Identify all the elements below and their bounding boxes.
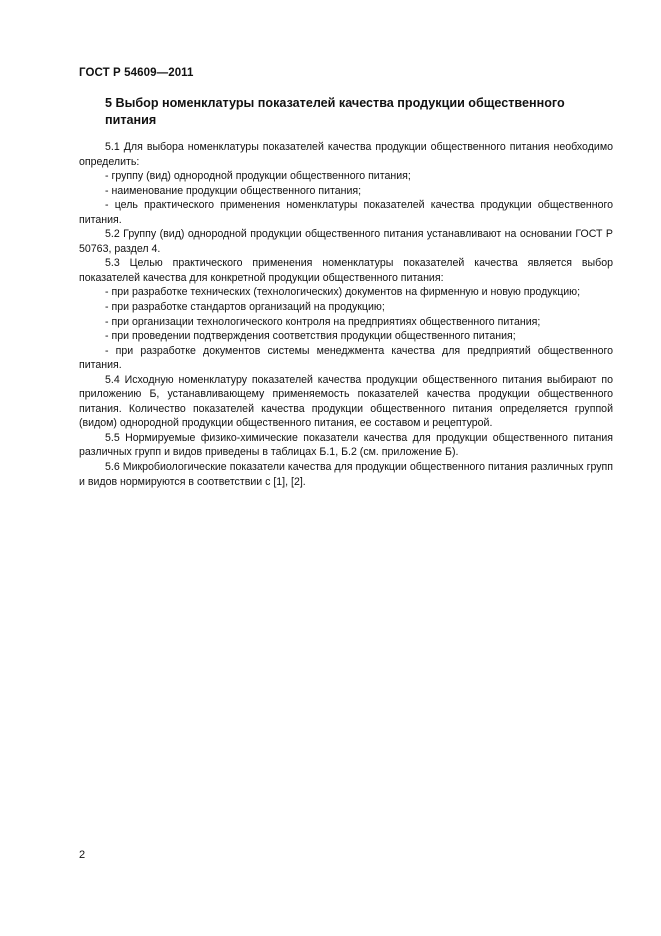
list-item: - наименование продукции общественного питания; [105,184,362,197]
list-item: - группу (вид) однородной продукции общественного питания; [105,170,411,183]
paragraph-5-4: 5.4 Исходную номенклатуру показателей качества продукции общественного питания выбирают по приложению Б, устанавливающему применяемость показателей качества продукции общественного питания. Количество показателей качества продукции общественного питания определяется группой (видом) однородной продукции общественного питания, ее составом и рецептурой. [79,373,613,430]
paragraph-5-5: 5.5 Нормируемые физико-химические показатели качества для продукции общественного питания различных групп и видов приведены в таблицах Б.1, Б.2 (см. приложение Б). [79,431,613,459]
section-body [79,140,613,489]
page-number: 2 [79,849,86,861]
list-item: - при организации технологического контроля на предприятиях общественного питания; [105,315,541,328]
list-item: - цель практического применения номенклатуры показателей качества продукции общественного питания. [79,199,613,226]
list-item: - при разработке документов системы менеджмента качества для предприятий общественного питания. [79,344,613,372]
list-item: - при проведении подтверждения соответствия продукции общественного питания; [105,330,516,343]
section-title: 5 Выбор номенклатуры показателей качества продукции общественного питания [105,96,565,127]
paragraph-5-2: 5.2 Группу (вид) однородной продукции общественного питания устанавливают на основании ГОСТ Р 50763, раздел 4. [79,228,613,255]
list-item: - при разработке стандартов организаций на продукцию; [105,301,385,314]
paragraph-5-6: 5.6 Микробиологические показатели качества для продукции общественного питания различных групп и видов нормируются в соответствии с [1], [2]. [79,461,613,488]
paragraph-5-3: 5.3 Целью практического применения номенклатуры показателей качества является выбор показателей качества для конкретной продукции общественного питания: [79,257,613,284]
list-item: - при разработке технических (технологических) документов на фирменную и новую продукцию; [105,286,581,299]
paragraph-5-1: 5.1 Для выбора номенклатуры показателей качества продукции общественного питания необходимо определить: [79,141,613,168]
document-header-code: ГОСТ Р 54609—2011 [79,67,194,79]
